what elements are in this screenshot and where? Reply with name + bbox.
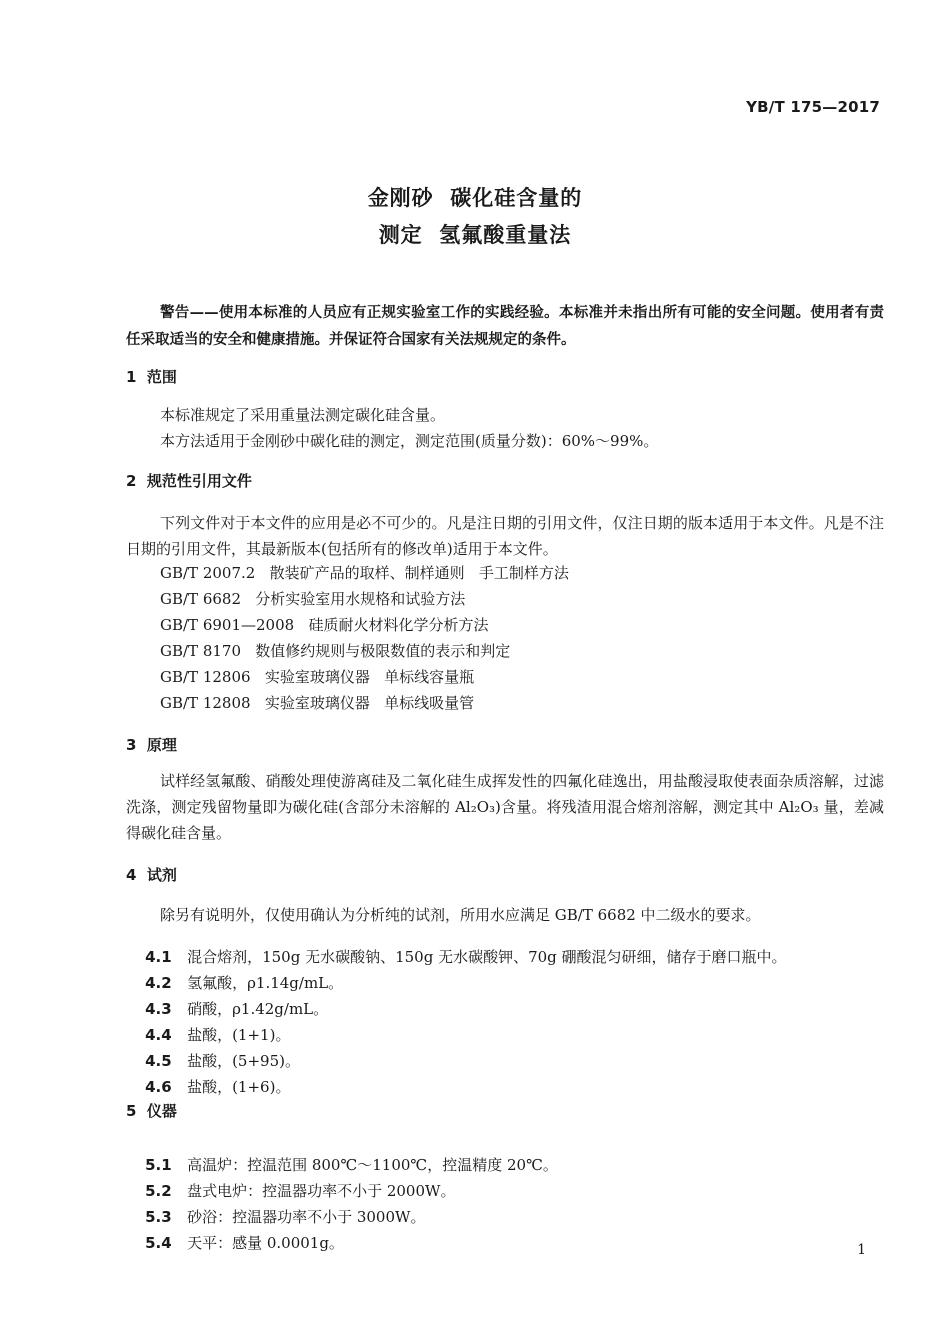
section-1-paragraph-1: 本标准规定了采用重量法测定碳化硅含量。 (160, 406, 446, 424)
apparatus-item (126, 1214, 344, 1271)
section-3-paragraph: 试样经氢氟酸、硝酸处理使游离硅及二氧化硅生成挥发性的四氟化硅逸出，用盐酸浸取使表面杂质溶解，过滤洗涤，测定残留物量即为碳化硅(含部分未溶解的 Al₂O₃)含量。将残渣用混合熔剂溶解，测定其中 Al₂O₃ 量，差减得碳化硅含量。 (126, 772, 884, 842)
item-text: 盐酸，(1+6)。 (187, 1078, 291, 1096)
page-number: 1 (857, 1242, 866, 1258)
warning-paragraph: 警告——使用本标准的人员应有正规实验室工作的实践经验。本标准并未指出所有可能的安全问题。使用者有责任采取适当的安全和健康措施。并保证符合国家有关法规规定的条件。 (126, 305, 884, 348)
item-text: 砂浴：控温器功率不小于 3000W。 (187, 1208, 426, 1226)
section-2-heading: 2 规范性引用文件 (126, 472, 252, 490)
reference-item: GB/T 2007.2 散装矿产品的取样、制样通则 手工制样方法 (160, 564, 569, 582)
item-number: 5.2 (145, 1182, 172, 1200)
item-number: 4.1 (145, 948, 172, 966)
item-text: 混合熔剂，150g 无水碳酸钠、150g 无水碳酸钾、70g 硼酸混匀研细，储存于磨口瓶中。 (187, 948, 787, 966)
section-3-heading: 3 原理 (126, 736, 177, 754)
standard-code: YB/T 175—2017 (746, 98, 880, 116)
item-text: 硝酸，ρ1.42g/mL。 (187, 1000, 329, 1018)
item-text: 盐酸，(5+95)。 (187, 1052, 300, 1070)
item-number: 4.6 (145, 1078, 172, 1096)
item-number: 4.5 (145, 1052, 172, 1070)
item-number: 5.4 (145, 1234, 172, 1252)
item-text: 氢氟酸，ρ1.14g/mL。 (187, 974, 344, 992)
title-line-2: 测定 氢氟酸重量法 (378, 223, 572, 247)
item-number: 5.1 (145, 1156, 172, 1174)
reference-item: GB/T 12808 实验室玻璃仪器 单标线吸量管 (160, 694, 475, 712)
item-number: 4.4 (145, 1026, 172, 1044)
section-1-heading: 1 范围 (126, 368, 177, 386)
reference-item: GB/T 6682 分析实验室用水规格和试验方法 (160, 590, 466, 608)
section-1-paragraph-2: 本方法适用于金刚砂中碳化硅的测定，测定范围(质量分数)：60%～99%。 (160, 432, 659, 450)
section-4-heading: 4 试剂 (126, 866, 177, 884)
item-number: 5.3 (145, 1208, 172, 1226)
section-5-heading: 5 仪器 (126, 1102, 177, 1120)
reference-item: GB/T 6901—2008 硅质耐火材料化学分析方法 (160, 616, 489, 634)
item-text: 盐酸，(1+1)。 (187, 1026, 291, 1044)
item-number: 4.3 (145, 1000, 172, 1018)
section-4-intro: 除另有说明外，仅使用确认为分析纯的试剂，所用水应满足 GB/T 6682 中二级水的要求。 (160, 906, 761, 924)
item-number: 4.2 (145, 974, 172, 992)
item-text: 天平：感量 0.0001g。 (187, 1234, 344, 1252)
section-2-intro: 下列文件对于本文件的应用是必不可少的。凡是注日期的引用文件，仅注日期的版本适用于本文件。凡是不注日期的引用文件，其最新版本(包括所有的修改单)适用于本文件。 (126, 514, 884, 558)
item-text: 高温炉：控温范围 800℃～1100℃，控温精度 20℃。 (187, 1156, 558, 1174)
title-line-1: 金刚砂 碳化硅含量的 (367, 186, 583, 210)
reference-item: GB/T 12806 实验室玻璃仪器 单标线容量瓶 (160, 668, 475, 686)
reference-item: GB/T 8170 数值修约规则与极限数值的表示和判定 (160, 642, 511, 660)
item-text: 盘式电炉：控温器功率不小于 2000W。 (187, 1182, 456, 1200)
